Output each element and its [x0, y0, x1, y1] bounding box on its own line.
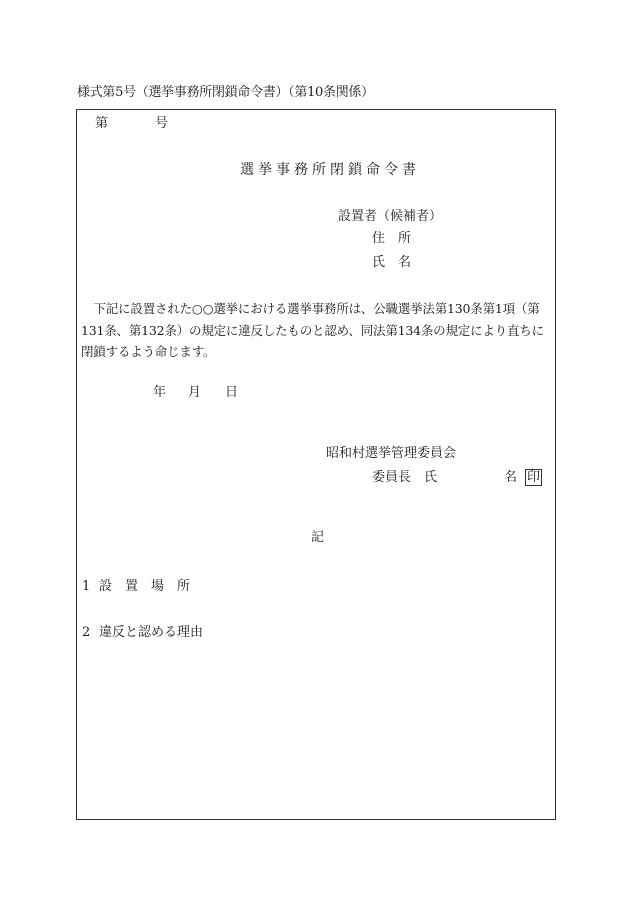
date-month: 月 [188, 385, 202, 400]
recipient-address-label: 住 所 [372, 231, 412, 246]
seal-mark: 印 [527, 470, 541, 485]
form-border [76, 109, 556, 820]
seal-stamp-box [525, 469, 542, 486]
issuer-committee: 昭和村選挙管理委員会 [326, 446, 457, 461]
item-2-number: 2 [82, 625, 91, 640]
document-title: 選挙事務所閉鎖命令書 [240, 162, 420, 178]
issuer-chair-label: 委員長 氏 [372, 470, 438, 485]
item-1-number: 1 [82, 579, 91, 594]
issuer-name-suffix: 名 [504, 470, 518, 485]
item-2-label: 違反と認める理由 [99, 625, 204, 640]
ki-heading: 記 [311, 530, 325, 545]
number-suffix: 号 [155, 116, 169, 131]
date-year: 年 [153, 385, 167, 400]
recipient-name-label: 氏 名 [372, 255, 412, 270]
order-body-text: 下記に設置された○○選挙における選挙事務所は、公職選挙法第130条第1項（第131条、第132条）の規定に違反したものと認め、同法第134条の規定により直ちに閉鎖するよう命じます。 [81, 301, 544, 359]
date-day: 日 [225, 385, 239, 400]
recipient-role: 設置者（候補者） [338, 209, 443, 224]
item-1-label: 設 置 場 所 [99, 579, 191, 594]
number-prefix: 第 [95, 116, 109, 131]
form-header: 様式第5号（選挙事務所閉鎖命令書）（第10条関係） [77, 85, 374, 100]
